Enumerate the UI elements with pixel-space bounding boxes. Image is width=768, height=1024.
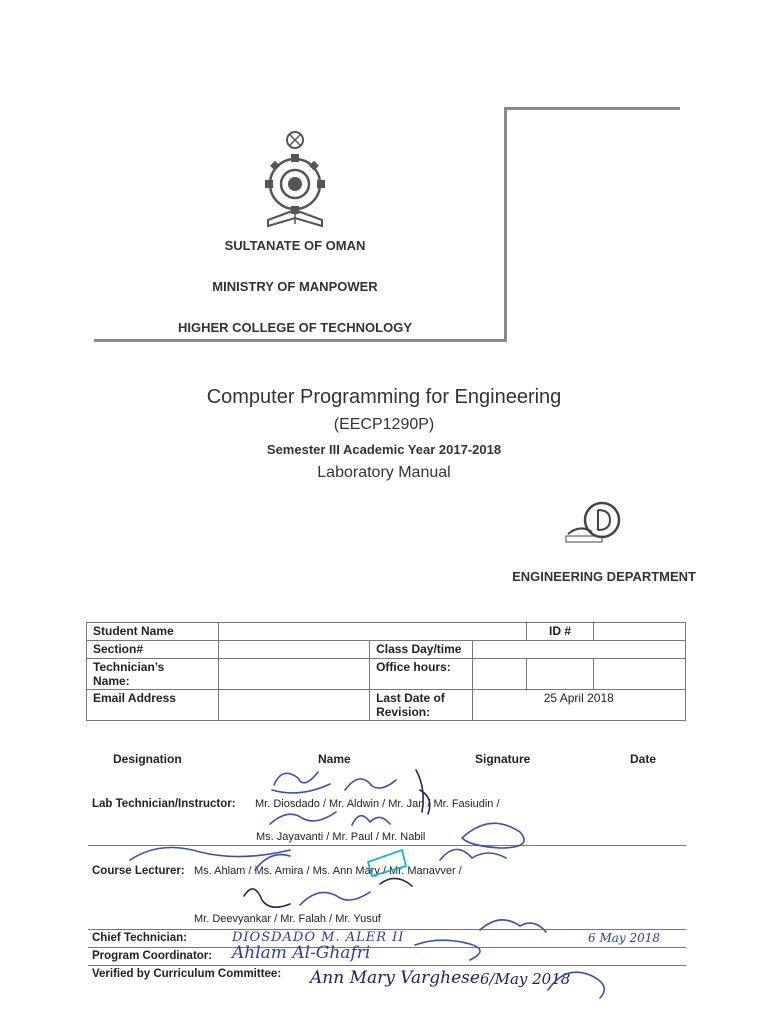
- header-ministry: MINISTRY OF MANPOWER: [212, 279, 378, 294]
- semester-line: Semester III Academic Year 2017-2018: [266, 442, 502, 457]
- department-title: ENGINEERING DEPARTMENT: [512, 569, 696, 584]
- name-header: Name: [318, 752, 351, 766]
- lab-instructor-label: Lab Technician/Instructor:: [92, 798, 236, 810]
- designation-header: Designation: [113, 752, 182, 766]
- program-coordinator-handwritten-name: Ahlam Al-Ghafri: [232, 943, 371, 963]
- signature-header: Signature: [475, 752, 531, 766]
- chief-technician-label: Chief Technician:: [92, 932, 187, 944]
- email-label: Email Address: [87, 690, 219, 721]
- technician-label-line1: Technician’s: [93, 660, 165, 674]
- curriculum-committee-label: Verified by Curriculum Committee:: [92, 968, 282, 980]
- last-date-label-line1: Last Date of: [376, 691, 445, 705]
- office-hours-label: Office hours:: [370, 659, 472, 690]
- course-title: Computer Programming for Engineering: [206, 386, 562, 408]
- header-country: SULTANATE OF OMAN: [224, 238, 366, 253]
- chief-technician-date: 6 May 2018: [588, 931, 661, 945]
- revision-date-value: 25 April 2018: [472, 690, 685, 721]
- section-label: Section#: [87, 641, 219, 659]
- class-day-label: Class Day/time: [370, 641, 472, 659]
- header-college: HIGHER COLLEGE OF TECHNOLOGY: [177, 320, 412, 335]
- course-code: (EECP1290P): [333, 416, 435, 433]
- course-lecturer-label: Course Lecturer:: [92, 865, 185, 877]
- curriculum-committee-handwritten-name: Ann Mary Varghese: [310, 968, 480, 988]
- program-coordinator-label: Program Coordinator:: [92, 950, 213, 962]
- last-date-label-line2: Revision:: [376, 705, 431, 719]
- technician-label-line2: Name:: [93, 674, 130, 688]
- curriculum-committee-date: 6/May 2018: [480, 970, 571, 988]
- lab-instructor-names-2: Ms. Jayavanti / Mr. Paul / Mr. Nabil: [256, 831, 426, 843]
- id-label: ID #: [526, 623, 593, 641]
- course-lecturer-names-2: Mr. Deevyankar / Mr. Falah / Mr. Yusuf: [194, 913, 381, 925]
- lab-instructor-names-1: Mr. Diosdado / Mr. Aldwin / Mr. Jan / Mr. Fasiudin /: [255, 798, 500, 810]
- course-lecturer-names-1: Ms. Ahlam / Ms. Amira / Ms. Ann Mary / Mr. Manavver /: [194, 865, 462, 877]
- date-header: Date: [630, 752, 657, 766]
- student-name-label: Student Name: [87, 623, 219, 641]
- manual-title: Laboratory Manual: [317, 464, 451, 481]
- chief-technician-handwritten-name: DIOSDADO M. ALER II: [232, 930, 405, 945]
